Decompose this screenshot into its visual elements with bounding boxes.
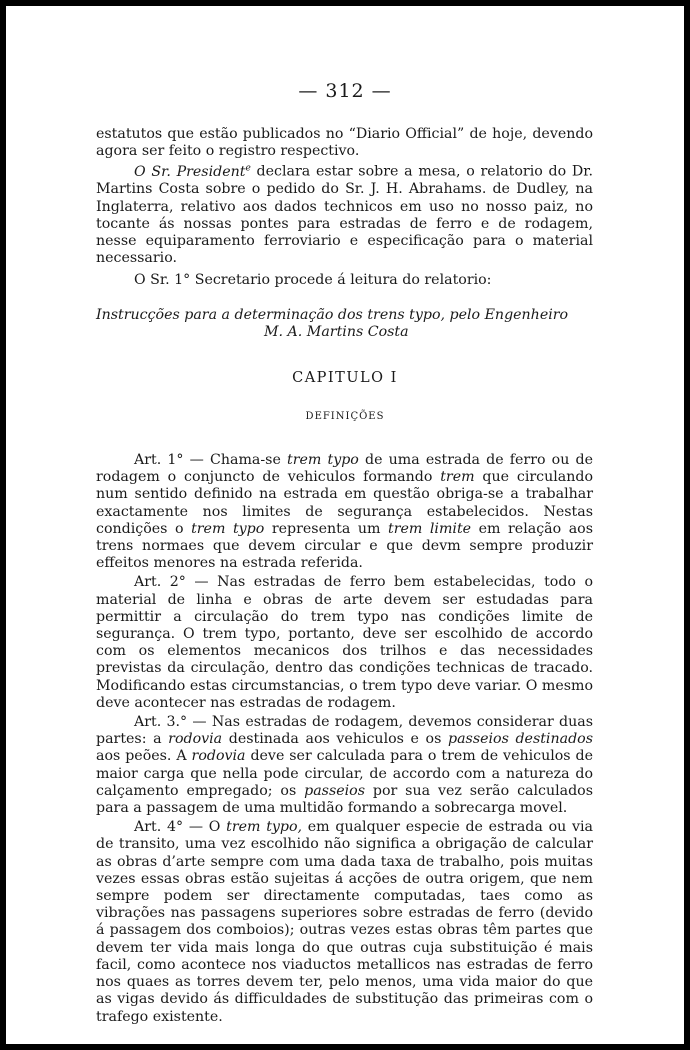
- article-text: deve ser calculada para o trem de vehiculos de maior carga que nella pode circular, de accordo com a natureza do calçamento empregado; os: [96, 748, 593, 799]
- article-label: Art. 2° —: [134, 574, 218, 591]
- secretary-line: O Sr. 1° Secretario procede á leitura do relatorio:: [134, 272, 492, 288]
- article-text: por sua vez serão calculados para a passagem de uma multidão formando a sobrecarga movel.: [96, 782, 593, 817]
- section-title: DEFINIÇÕES: [305, 411, 385, 422]
- page-number: — 312 —: [298, 80, 392, 102]
- article-text: representa um: [264, 520, 388, 537]
- italic-term: rodovia: [191, 748, 246, 765]
- article-text: O: [208, 819, 227, 836]
- italic-term: trem limite: [388, 520, 472, 537]
- italic-term: trem typo: [287, 452, 359, 468]
- article-text: em relação aos trens normaes que devem circular e que devm sempre produzir effeitos menores na estrada referida.: [96, 520, 593, 572]
- article-label: Art. 1° —: [134, 452, 211, 468]
- instructions-heading: [96, 307, 593, 341]
- article-text: que circulando num sentido definido na estrada em questão obriga-se a trabalhar exactamente nos limites de segurança estabelecidos. Nestas condições o: [96, 469, 593, 537]
- instructions-line-1: Instrucções para a determinação dos trens typo, pelo Engenheiro: [96, 307, 569, 323]
- article-4: [96, 819, 593, 1025]
- article-label: Art. 3.° —: [134, 714, 212, 731]
- italic-term: passeios destinados: [448, 731, 593, 748]
- intro-paragraph-2: O Sr. President$^e$ declara estar sobre a mesa, o relatorio do Dr. Martins Costa sobre o pedido do Sr. J. H. Abrahams. de Dudley, na Inglaterra, relativo aos dados technicos em uso no nosso paiz, no tocante ás nossas pontes para estradas de ferro e de rodagem, nesse equiparamento ferroviario e especificação para o material necessario.: [96, 163, 593, 267]
- article-2: [96, 574, 593, 712]
- article-text: aos peões. A: [96, 748, 192, 765]
- articles-block: [96, 452, 593, 1026]
- article-1: [96, 452, 593, 572]
- instructions-line-2: M. A. Martins Costa: [264, 324, 409, 341]
- article-3: [96, 714, 593, 817]
- speaker-label: O Sr. President$^e$: [134, 163, 251, 181]
- article-text: de uma estrada de ferro ou de rodagem o conjuncto de vehiculos formando: [96, 452, 593, 486]
- italic-term: trem typo,: [226, 819, 303, 836]
- italic-term: rodovia: [168, 731, 223, 748]
- italic-term: trem typo: [191, 520, 265, 537]
- article-text: em qualquer especie de estrada ou via de transito, uma vez escolhido não significa a obrigação de calcular as obras d’arte sempre com uma dada taxa de trabalho, pois muitas vezes essas obras estão sujeitas á acções de outra origem, que nem sempre podem ser directamente computadas, taes como as vibrações nas passagens superiores sobre estradas de ferro (devido á passagem dos comboios); outras vezes estas obras têm partes que devem ter vida mais longa do que outras cuja substituição é mais facil, como acontece nos viaductos metallicos nas estradas de ferro nos quaes as torres devem ter, pelo menos, uma vida maior do que as vigas devido ás difficuldades de substitução das primeiras com o trafego existente.: [96, 819, 593, 1025]
- intro-paragraph-1: estatutos que estão publicados no “Diario Official” de hoje, devendo agora ser feito o registro respectivo.: [96, 126, 593, 160]
- article-label: Art. 4° —: [134, 819, 209, 836]
- article-text: Nas estradas de ferro bem estabelecidas, todo o material de linha e obras de arte devem ser estudadas para permittir a circulação do trem typo nas condições limite de segurança. O trem typo, portanto, deve ser escolhido de accordo com os elementos mecanicos dos trilhos e das necessidades previstas da circulação, dentro das condições technicas de tracado. Modificando estas circumstancias, o trem typo deve variar. O mesmo deve acontecer nas estradas de rodagem.: [96, 574, 594, 711]
- italic-term: passeios: [304, 782, 365, 799]
- italic-term: trem: [440, 469, 475, 486]
- document-page: [6, 6, 684, 1044]
- article-text: Nas estradas de rodagem, devemos considerar duas partes: a: [96, 714, 593, 748]
- intro-block: [96, 126, 593, 267]
- article-text: destinada aos vehiculos e os: [222, 731, 448, 748]
- chapter-title: CAPITULO I: [292, 370, 398, 386]
- article-text: Chama-se: [210, 452, 288, 468]
